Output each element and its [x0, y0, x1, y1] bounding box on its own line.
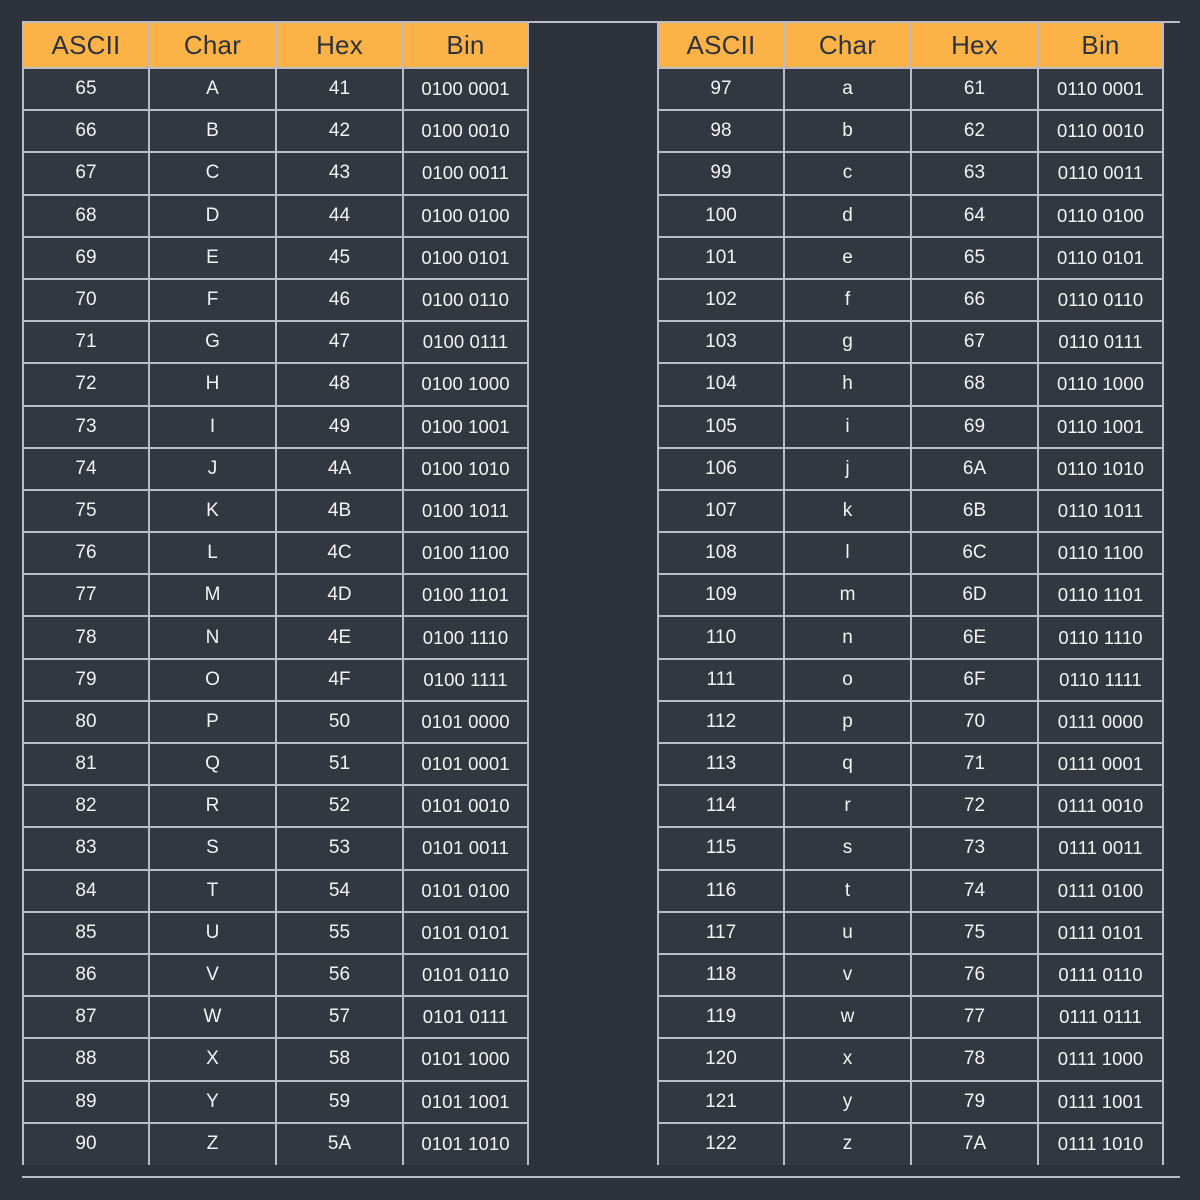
column-header-char: Char	[149, 23, 276, 68]
cell-binary-value: 0100 0111	[403, 321, 528, 363]
cell-binary-value: 0111 1000	[1038, 1038, 1163, 1080]
table-row	[658, 152, 1163, 194]
cell-binary-value: 0100 0110	[403, 279, 528, 321]
cell-ascii-code: 75	[23, 490, 149, 532]
cell-hex-value: 72	[911, 785, 1038, 827]
cell-hex-value: 79	[911, 1081, 1038, 1123]
cell-character: p	[784, 701, 911, 743]
cell-hex-value: 45	[276, 237, 403, 279]
cell-character: V	[149, 954, 276, 996]
table-row	[658, 448, 1163, 490]
table-row	[658, 68, 1163, 110]
cell-hex-value: 67	[911, 321, 1038, 363]
cell-binary-value: 0101 0001	[403, 743, 528, 785]
table-row	[23, 1123, 528, 1165]
header-row	[23, 23, 528, 68]
table-row	[658, 827, 1163, 869]
cell-character: l	[784, 532, 911, 574]
cell-hex-value: 73	[911, 827, 1038, 869]
table-row	[23, 279, 528, 321]
cell-character: P	[149, 701, 276, 743]
cell-binary-value: 0110 0110	[1038, 279, 1163, 321]
table-row	[23, 574, 528, 616]
cell-binary-value: 0101 0100	[403, 870, 528, 912]
cell-binary-value: 0110 1001	[1038, 406, 1163, 448]
table-row	[23, 912, 528, 954]
table-row	[23, 406, 528, 448]
cell-hex-value: 4D	[276, 574, 403, 616]
cell-character: q	[784, 743, 911, 785]
cell-binary-value: 0101 0110	[403, 954, 528, 996]
cell-character: d	[784, 195, 911, 237]
cell-ascii-code: 65	[23, 68, 149, 110]
cell-binary-value: 0110 1010	[1038, 448, 1163, 490]
cell-binary-value: 0110 0111	[1038, 321, 1163, 363]
cell-ascii-code: 79	[23, 659, 149, 701]
cell-binary-value: 0100 1000	[403, 363, 528, 405]
cell-binary-value: 0111 0000	[1038, 701, 1163, 743]
cell-hex-value: 64	[911, 195, 1038, 237]
table-body	[23, 68, 528, 1165]
cell-ascii-code: 106	[658, 448, 784, 490]
table-row	[23, 68, 528, 110]
cell-ascii-code: 114	[658, 785, 784, 827]
cell-hex-value: 4E	[276, 616, 403, 658]
cell-hex-value: 6C	[911, 532, 1038, 574]
lowercase-letters-table	[657, 23, 1164, 1165]
cell-binary-value: 0111 0011	[1038, 827, 1163, 869]
cell-hex-value: 57	[276, 996, 403, 1038]
cell-ascii-code: 116	[658, 870, 784, 912]
tables-container	[22, 21, 1180, 1178]
cell-hex-value: 4F	[276, 659, 403, 701]
cell-character: H	[149, 363, 276, 405]
cell-ascii-code: 111	[658, 659, 784, 701]
cell-character: U	[149, 912, 276, 954]
table-row	[23, 996, 528, 1038]
cell-ascii-code: 70	[23, 279, 149, 321]
cell-binary-value: 0111 1001	[1038, 1081, 1163, 1123]
cell-ascii-code: 84	[23, 870, 149, 912]
table-row	[23, 701, 528, 743]
cell-hex-value: 54	[276, 870, 403, 912]
cell-character: x	[784, 1038, 911, 1080]
cell-character: g	[784, 321, 911, 363]
cell-hex-value: 51	[276, 743, 403, 785]
cell-hex-value: 6B	[911, 490, 1038, 532]
uppercase-letters-table	[22, 23, 529, 1165]
cell-character: i	[784, 406, 911, 448]
table-row	[658, 321, 1163, 363]
cell-ascii-code: 83	[23, 827, 149, 869]
cell-binary-value: 0110 0001	[1038, 68, 1163, 110]
cell-binary-value: 0100 1010	[403, 448, 528, 490]
cell-character: z	[784, 1123, 911, 1165]
table-row	[658, 1081, 1163, 1123]
cell-character: n	[784, 616, 911, 658]
cell-binary-value: 0111 0001	[1038, 743, 1163, 785]
cell-binary-value: 0100 0010	[403, 110, 528, 152]
cell-ascii-code: 117	[658, 912, 784, 954]
cell-hex-value: 70	[911, 701, 1038, 743]
cell-hex-value: 6E	[911, 616, 1038, 658]
cell-binary-value: 0110 0101	[1038, 237, 1163, 279]
cell-ascii-code: 73	[23, 406, 149, 448]
cell-character: c	[784, 152, 911, 194]
cell-ascii-code: 102	[658, 279, 784, 321]
cell-ascii-code: 122	[658, 1123, 784, 1165]
cell-character: y	[784, 1081, 911, 1123]
cell-character: I	[149, 406, 276, 448]
cell-binary-value: 0111 0111	[1038, 996, 1163, 1038]
cell-ascii-code: 80	[23, 701, 149, 743]
cell-hex-value: 56	[276, 954, 403, 996]
cell-character: L	[149, 532, 276, 574]
cell-character: h	[784, 363, 911, 405]
cell-binary-value: 0100 1011	[403, 490, 528, 532]
cell-binary-value: 0101 0101	[403, 912, 528, 954]
cell-ascii-code: 78	[23, 616, 149, 658]
cell-hex-value: 6D	[911, 574, 1038, 616]
cell-character: a	[784, 68, 911, 110]
cell-ascii-code: 105	[658, 406, 784, 448]
cell-character: m	[784, 574, 911, 616]
table-row	[658, 616, 1163, 658]
cell-character: D	[149, 195, 276, 237]
table-row	[658, 406, 1163, 448]
cell-ascii-code: 121	[658, 1081, 784, 1123]
column-header-ascii: ASCII	[658, 23, 784, 68]
cell-ascii-code: 113	[658, 743, 784, 785]
cell-binary-value: 0111 0101	[1038, 912, 1163, 954]
cell-hex-value: 48	[276, 363, 403, 405]
table-row	[658, 1038, 1163, 1080]
cell-ascii-code: 69	[23, 237, 149, 279]
table-gap-spacer	[529, 23, 657, 1176]
cell-hex-value: 4C	[276, 532, 403, 574]
cell-character: M	[149, 574, 276, 616]
header-row	[658, 23, 1163, 68]
column-header-bin: Bin	[403, 23, 528, 68]
cell-binary-value: 0100 1101	[403, 574, 528, 616]
cell-binary-value: 0110 1100	[1038, 532, 1163, 574]
cell-character: C	[149, 152, 276, 194]
table-row	[658, 659, 1163, 701]
cell-binary-value: 0100 1100	[403, 532, 528, 574]
cell-character: G	[149, 321, 276, 363]
cell-binary-value: 0100 0001	[403, 68, 528, 110]
cell-hex-value: 4A	[276, 448, 403, 490]
cell-hex-value: 63	[911, 152, 1038, 194]
cell-hex-value: 77	[911, 996, 1038, 1038]
cell-hex-value: 41	[276, 68, 403, 110]
cell-hex-value: 78	[911, 1038, 1038, 1080]
cell-ascii-code: 107	[658, 490, 784, 532]
table-row	[658, 701, 1163, 743]
cell-binary-value: 0110 1110	[1038, 616, 1163, 658]
cell-character: R	[149, 785, 276, 827]
table-row	[23, 616, 528, 658]
cell-binary-value: 0111 0110	[1038, 954, 1163, 996]
table-row	[658, 870, 1163, 912]
cell-binary-value: 0101 0000	[403, 701, 528, 743]
cell-character: f	[784, 279, 911, 321]
table-header	[658, 23, 1163, 68]
cell-hex-value: 55	[276, 912, 403, 954]
cell-binary-value: 0100 1110	[403, 616, 528, 658]
cell-hex-value: 76	[911, 954, 1038, 996]
cell-hex-value: 4B	[276, 490, 403, 532]
cell-character: W	[149, 996, 276, 1038]
cell-hex-value: 66	[911, 279, 1038, 321]
cell-hex-value: 68	[911, 363, 1038, 405]
cell-hex-value: 69	[911, 406, 1038, 448]
cell-hex-value: 52	[276, 785, 403, 827]
cell-ascii-code: 97	[658, 68, 784, 110]
cell-character: J	[149, 448, 276, 490]
cell-ascii-code: 72	[23, 363, 149, 405]
cell-binary-value: 0111 0010	[1038, 785, 1163, 827]
cell-character: w	[784, 996, 911, 1038]
cell-binary-value: 0100 0011	[403, 152, 528, 194]
cell-hex-value: 5A	[276, 1123, 403, 1165]
cell-ascii-code: 77	[23, 574, 149, 616]
cell-hex-value: 47	[276, 321, 403, 363]
cell-binary-value: 0110 1000	[1038, 363, 1163, 405]
cell-hex-value: 42	[276, 110, 403, 152]
cell-hex-value: 75	[911, 912, 1038, 954]
cell-character: N	[149, 616, 276, 658]
cell-binary-value: 0101 1010	[403, 1123, 528, 1165]
column-header-hex: Hex	[276, 23, 403, 68]
cell-hex-value: 49	[276, 406, 403, 448]
table-row	[658, 743, 1163, 785]
table-row	[23, 195, 528, 237]
cell-binary-value: 0111 1010	[1038, 1123, 1163, 1165]
cell-character: F	[149, 279, 276, 321]
cell-ascii-code: 120	[658, 1038, 784, 1080]
cell-hex-value: 74	[911, 870, 1038, 912]
table-row	[658, 237, 1163, 279]
cell-character: Z	[149, 1123, 276, 1165]
cell-ascii-code: 87	[23, 996, 149, 1038]
cell-character: s	[784, 827, 911, 869]
table-row	[23, 954, 528, 996]
table-row	[658, 490, 1163, 532]
cell-hex-value: 6A	[911, 448, 1038, 490]
table-row	[23, 870, 528, 912]
table-row	[23, 448, 528, 490]
cell-binary-value: 0110 1101	[1038, 574, 1163, 616]
table-row	[23, 490, 528, 532]
cell-ascii-code: 100	[658, 195, 784, 237]
cell-ascii-code: 103	[658, 321, 784, 363]
table-row	[23, 785, 528, 827]
table-row	[658, 532, 1163, 574]
cell-character: r	[784, 785, 911, 827]
cell-character: X	[149, 1038, 276, 1080]
cell-ascii-code: 108	[658, 532, 784, 574]
cell-character: A	[149, 68, 276, 110]
cell-ascii-code: 112	[658, 701, 784, 743]
cell-hex-value: 43	[276, 152, 403, 194]
cell-character: v	[784, 954, 911, 996]
cell-ascii-code: 88	[23, 1038, 149, 1080]
table-row	[23, 827, 528, 869]
cell-character: B	[149, 110, 276, 152]
cell-character: e	[784, 237, 911, 279]
cell-hex-value: 50	[276, 701, 403, 743]
cell-hex-value: 62	[911, 110, 1038, 152]
cell-ascii-code: 82	[23, 785, 149, 827]
table-row	[23, 152, 528, 194]
cell-ascii-code: 90	[23, 1123, 149, 1165]
cell-ascii-code: 109	[658, 574, 784, 616]
cell-ascii-code: 67	[23, 152, 149, 194]
cell-hex-value: 58	[276, 1038, 403, 1080]
cell-character: b	[784, 110, 911, 152]
cell-ascii-code: 115	[658, 827, 784, 869]
column-header-bin: Bin	[1038, 23, 1163, 68]
table-row	[658, 574, 1163, 616]
table-row	[658, 195, 1163, 237]
cell-hex-value: 46	[276, 279, 403, 321]
column-header-ascii: ASCII	[23, 23, 149, 68]
cell-binary-value: 0101 0010	[403, 785, 528, 827]
table-row	[23, 1038, 528, 1080]
cell-ascii-code: 71	[23, 321, 149, 363]
cell-binary-value: 0110 1011	[1038, 490, 1163, 532]
cell-hex-value: 7A	[911, 1123, 1038, 1165]
table-row	[658, 912, 1163, 954]
table-row	[23, 237, 528, 279]
table-row	[658, 363, 1163, 405]
cell-binary-value: 0101 1000	[403, 1038, 528, 1080]
cell-character: E	[149, 237, 276, 279]
cell-ascii-code: 66	[23, 110, 149, 152]
cell-binary-value: 0110 0010	[1038, 110, 1163, 152]
cell-binary-value: 0110 0011	[1038, 152, 1163, 194]
cell-ascii-code: 99	[658, 152, 784, 194]
cell-character: k	[784, 490, 911, 532]
cell-hex-value: 6F	[911, 659, 1038, 701]
cell-hex-value: 53	[276, 827, 403, 869]
cell-ascii-code: 86	[23, 954, 149, 996]
cell-character: t	[784, 870, 911, 912]
cell-character: o	[784, 659, 911, 701]
cell-ascii-code: 74	[23, 448, 149, 490]
table-row	[658, 785, 1163, 827]
cell-character: T	[149, 870, 276, 912]
cell-binary-value: 0101 1001	[403, 1081, 528, 1123]
cell-binary-value: 0100 1001	[403, 406, 528, 448]
cell-ascii-code: 104	[658, 363, 784, 405]
cell-character: K	[149, 490, 276, 532]
table-body	[658, 68, 1163, 1165]
cell-ascii-code: 98	[658, 110, 784, 152]
cell-ascii-code: 101	[658, 237, 784, 279]
table-row	[658, 954, 1163, 996]
cell-binary-value: 0110 0100	[1038, 195, 1163, 237]
cell-character: Q	[149, 743, 276, 785]
column-header-hex: Hex	[911, 23, 1038, 68]
cell-ascii-code: 76	[23, 532, 149, 574]
cell-ascii-code: 89	[23, 1081, 149, 1123]
table-row	[658, 996, 1163, 1038]
table-row	[23, 743, 528, 785]
cell-ascii-code: 81	[23, 743, 149, 785]
cell-hex-value: 59	[276, 1081, 403, 1123]
table-row	[23, 659, 528, 701]
table-row	[23, 110, 528, 152]
cell-ascii-code: 85	[23, 912, 149, 954]
column-header-char: Char	[784, 23, 911, 68]
table-row	[658, 279, 1163, 321]
cell-character: u	[784, 912, 911, 954]
table-row	[23, 1081, 528, 1123]
table-row	[658, 110, 1163, 152]
cell-binary-value: 0100 0101	[403, 237, 528, 279]
cell-hex-value: 61	[911, 68, 1038, 110]
cell-binary-value: 0110 1111	[1038, 659, 1163, 701]
cell-binary-value: 0100 1111	[403, 659, 528, 701]
cell-character: S	[149, 827, 276, 869]
table-row	[23, 321, 528, 363]
cell-binary-value: 0100 0100	[403, 195, 528, 237]
cell-character: j	[784, 448, 911, 490]
cell-ascii-code: 110	[658, 616, 784, 658]
cell-ascii-code: 118	[658, 954, 784, 996]
table-header	[23, 23, 528, 68]
cell-binary-value: 0101 0111	[403, 996, 528, 1038]
cell-hex-value: 65	[911, 237, 1038, 279]
cell-character: O	[149, 659, 276, 701]
cell-hex-value: 44	[276, 195, 403, 237]
cell-binary-value: 0111 0100	[1038, 870, 1163, 912]
cell-character: Y	[149, 1081, 276, 1123]
table-row	[23, 532, 528, 574]
cell-binary-value: 0101 0011	[403, 827, 528, 869]
table-row	[658, 1123, 1163, 1165]
cell-ascii-code: 68	[23, 195, 149, 237]
cell-hex-value: 71	[911, 743, 1038, 785]
cell-ascii-code: 119	[658, 996, 784, 1038]
table-row	[23, 363, 528, 405]
